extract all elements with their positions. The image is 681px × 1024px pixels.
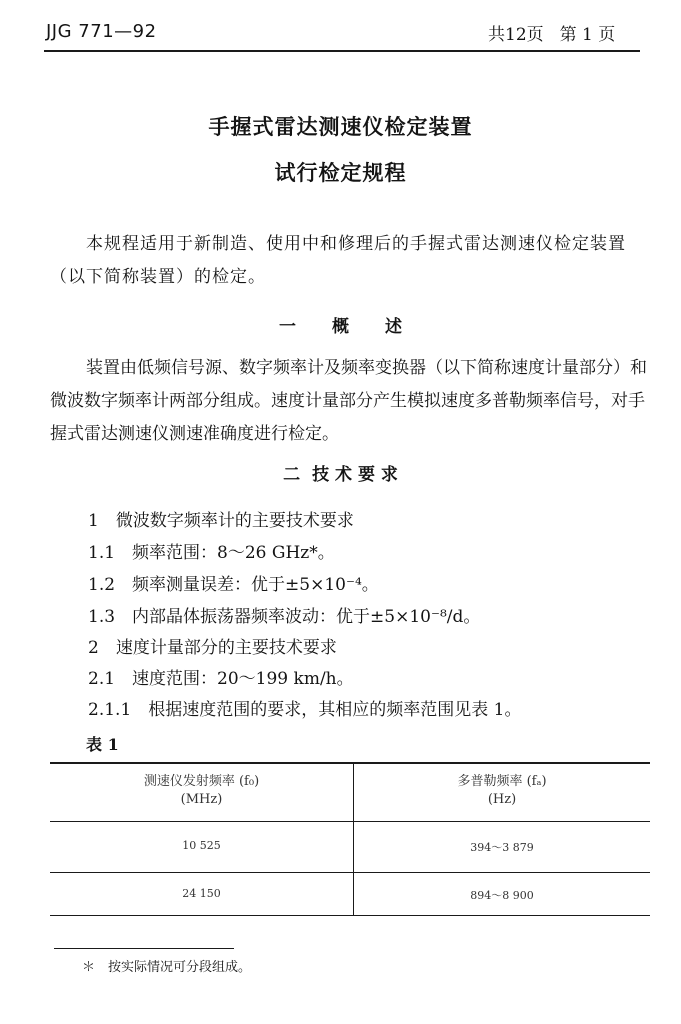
requirement-item: 2 速度计量部分的主要技术要求 <box>88 638 337 658</box>
table-header-freq-unit: (MHz) <box>180 792 223 807</box>
footnote: ＊ 按实际情况可分段组成。 <box>82 960 252 975</box>
section-title-part: 述 <box>385 317 402 337</box>
table-cell-freq: 24 150 <box>182 887 221 900</box>
overview-paragraph: 装置由低频信号源、数字频率计及频率变换器（以下简称速度计量部分）和微波数字频率计两部分组成。速度计量部分产生模拟速度多普勒频率信号，对手握式雷达测速仪测速准确度进行检定。 <box>50 358 647 444</box>
table-cell-doppler: 394～3 879 <box>470 841 534 854</box>
table-caption: 表 1 <box>86 735 119 754</box>
total-pages: 共12页 <box>488 25 544 45</box>
section-title: 技 术 要 求 <box>312 465 398 485</box>
table-header-doppler: 多普勒频率 (fₐ) <box>457 774 547 789</box>
table-header-rule <box>50 821 650 822</box>
section-number: 一 <box>279 317 296 337</box>
table-row-rule <box>50 872 650 873</box>
frequency-table <box>50 762 650 916</box>
table-header-freq: 测速仪发射频率 (f₀) <box>143 774 260 789</box>
section-number: 二 <box>283 465 301 485</box>
requirement-item: 1.1 频率范围：8～26 GHz*。 <box>88 543 335 563</box>
header-rule <box>44 50 640 52</box>
table-top-rule <box>50 762 650 764</box>
table-bottom-rule <box>50 915 650 916</box>
requirement-item: 1.2 频率测量误差：优于±5×10⁻⁴。 <box>88 575 379 595</box>
requirement-item: 2.1 速度范围：20～199 km/h。 <box>88 669 354 689</box>
page-count <box>488 20 615 45</box>
document-title: 手握式雷达测速仪检定装置 <box>208 114 473 139</box>
section-heading-overview <box>0 312 681 337</box>
requirement-item: 1 微波数字频率计的主要技术要求 <box>88 511 354 531</box>
document-subtitle: 试行检定规程 <box>274 160 407 185</box>
table-cell-freq: 10 525 <box>182 839 221 852</box>
section-heading-requirements <box>0 460 681 485</box>
footnote-rule <box>54 948 234 949</box>
section-title-part: 概 <box>332 317 349 337</box>
page-number: 第 1 页 <box>559 25 616 45</box>
intro-paragraph: 本规程适用于新制造、使用中和修理后的手握式雷达测速仪检定装置（以下简称装置）的检定。 <box>50 234 626 287</box>
requirement-item: 1.3 内部晶体振荡器频率波动：优于±5×10⁻⁸/d。 <box>88 607 481 627</box>
table-cell-doppler: 894～8 900 <box>470 889 534 902</box>
table-header-doppler-unit: (Hz) <box>487 792 517 807</box>
standard-code: JJG 771—92 <box>46 21 157 42</box>
requirement-item: 2.1.1 根据速度范围的要求，其相应的频率范围见表 1。 <box>88 700 522 720</box>
